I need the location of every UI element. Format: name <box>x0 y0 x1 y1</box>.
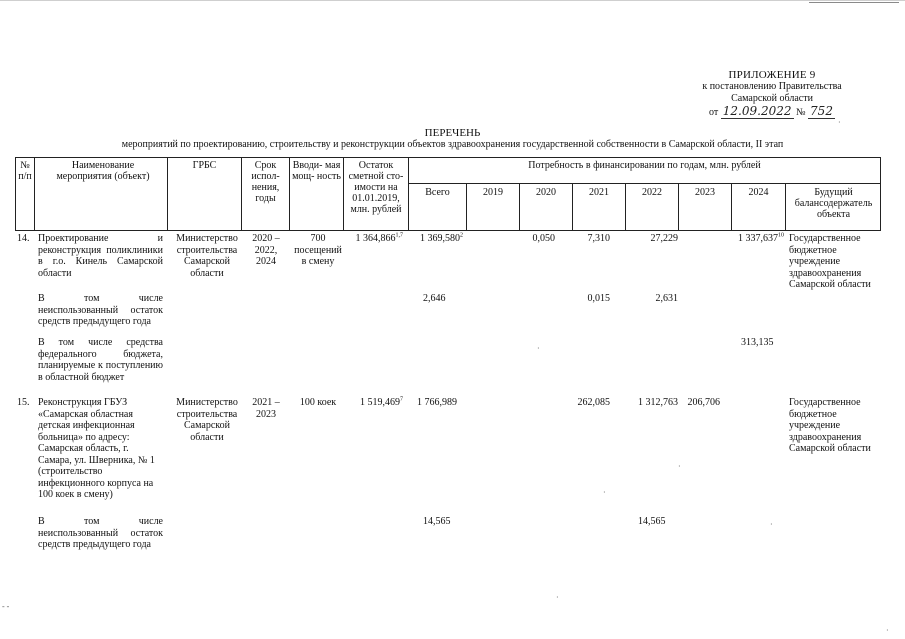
header-total: Всего <box>425 187 450 198</box>
header-2020: 2020 <box>536 187 556 198</box>
scan-corner-mark <box>809 2 899 9</box>
header-num: № п/п <box>18 160 32 182</box>
row14-2024-value: 1 337,637 <box>738 233 778 244</box>
appendix-block <box>672 69 872 119</box>
row14-remainder <box>343 233 403 245</box>
appendix-line-1: к постановлению Правительства <box>702 81 842 92</box>
row15a-total: 14,565 <box>423 516 451 527</box>
header-2022: 2022 <box>642 187 662 198</box>
scan-speck: · <box>770 520 773 529</box>
row14-grbs: Министерство строительства Самарской области <box>176 233 238 279</box>
row14b-2024: 313,135 <box>741 337 774 348</box>
handwritten-number: 752 <box>810 104 833 118</box>
row15-remainder-value: 1 519,469 <box>360 397 400 408</box>
col-border <box>880 157 881 231</box>
scan-speck: · <box>678 462 681 471</box>
row14b-name: В том числе средства федерального бюджета, планируемые к поступлению в областной бюджет <box>38 337 163 383</box>
handwritten-date: 12.09.2022 <box>722 104 792 118</box>
row14-term: 2020 – 2022, 2024 <box>252 233 280 267</box>
col-border <box>289 157 290 231</box>
number-prefix: № <box>796 107 806 118</box>
row14-name: Проектирование и реконструкция поликлиники в г.о. Кинель Самарской области <box>38 233 163 279</box>
header-name: Наименование мероприятия (объект) <box>56 160 150 182</box>
scan-speck: · <box>537 344 540 353</box>
row15-holder: Государственное бюджетное учреждение здравоохранения Самарской области <box>789 397 871 454</box>
header-bottom-border <box>15 230 881 231</box>
row15-name: Реконструкция ГБУЗ «Самарская областная детская инфекционная больница» по адресу: Самарская область, г. Самара, ул. Шверника, № 1 (строительство инфекционного корпуса на 100 коек в смену) <box>38 397 155 500</box>
row14-2024 <box>730 233 784 245</box>
header-grbs: ГРБС <box>192 160 217 171</box>
row15a-name: В том числе неиспользованный остаток средств предыдущего года <box>38 516 163 550</box>
row14-2022: 27,229 <box>650 233 678 244</box>
header-mid-border <box>408 183 881 184</box>
scan-speck: - - <box>2 602 10 611</box>
row14-total-note: 2 <box>460 232 463 239</box>
row14a-2022: 2,631 <box>655 293 678 304</box>
row15-remainder <box>343 397 403 409</box>
col-border <box>34 157 35 231</box>
appendix-line-2: Самарской области <box>731 93 813 104</box>
row15-capacity: 100 коек <box>299 397 337 408</box>
row15-remainder-note: 7 <box>400 396 403 403</box>
col-border <box>785 183 786 231</box>
date-prefix: от <box>709 107 719 118</box>
header-need: Потребность в финансировании по годам, млн. рублей <box>528 160 761 171</box>
row14a-name: В том числе неиспользованный остаток средств предыдущего года <box>38 293 163 327</box>
row14-total-value: 1 369,580 <box>420 233 460 244</box>
row14-total <box>407 233 463 245</box>
col-border <box>343 157 344 231</box>
row14-capacity: 700 посещений в смену <box>294 233 342 267</box>
row15a-2022: 14,565 <box>638 516 666 527</box>
document-subtitle: мероприятий по проектированию, строительству и реконструкции объектов здравоохранения государственной собственности в Самарской области, II этап <box>121 139 784 150</box>
row15-2023: 206,706 <box>687 397 720 408</box>
header-2019: 2019 <box>483 187 503 198</box>
header-top-border <box>15 157 881 158</box>
row14-2024-note: 10 <box>778 232 784 239</box>
row14-remainder-note: 1,7 <box>395 232 403 239</box>
col-border <box>241 157 242 231</box>
header-remainder: Остаток сметной сто- имости на 01.01.2019, млн. рублей <box>348 160 404 215</box>
row15-2022: 1 312,763 <box>638 397 678 408</box>
row14a-2021: 0,015 <box>587 293 610 304</box>
document-title: ПЕРЕЧЕНЬ <box>424 127 481 139</box>
row15-term: 2021 – 2023 <box>252 397 280 420</box>
header-capacity: Вводи- мая мощ- ность <box>292 160 341 182</box>
appendix-date-line <box>672 105 872 119</box>
scan-speck: · <box>886 626 889 635</box>
table-header <box>15 157 881 231</box>
row14a-total: 2,646 <box>423 293 446 304</box>
row14-2020: 0,050 <box>532 233 555 244</box>
scan-speck: · <box>603 488 606 497</box>
row14-2021: 7,310 <box>587 233 610 244</box>
header-2024: 2024 <box>748 187 769 198</box>
row14-num: 14. <box>17 233 30 244</box>
scan-speck: · <box>838 118 841 127</box>
row15-2021: 262,085 <box>577 397 610 408</box>
header-term: Срок испол- нения, годы <box>251 160 280 204</box>
header-holder: Будущий балансодержатель объекта <box>794 187 873 220</box>
scan-top-edge <box>0 0 905 1</box>
row15-num: 15. <box>17 397 30 408</box>
header-2021: 2021 <box>589 187 609 198</box>
header-2023: 2023 <box>695 187 715 198</box>
row15-grbs: Министерство строительства Самарской области <box>176 397 238 443</box>
appendix-title: ПРИЛОЖЕНИЕ 9 <box>728 69 816 81</box>
row14-remainder-value: 1 364,866 <box>355 233 396 244</box>
row14-holder: Государственное бюджетное учреждение здравоохранения Самарской области <box>789 233 871 290</box>
row15-total: 1 766,989 <box>417 397 457 408</box>
scan-speck: · <box>556 593 559 602</box>
